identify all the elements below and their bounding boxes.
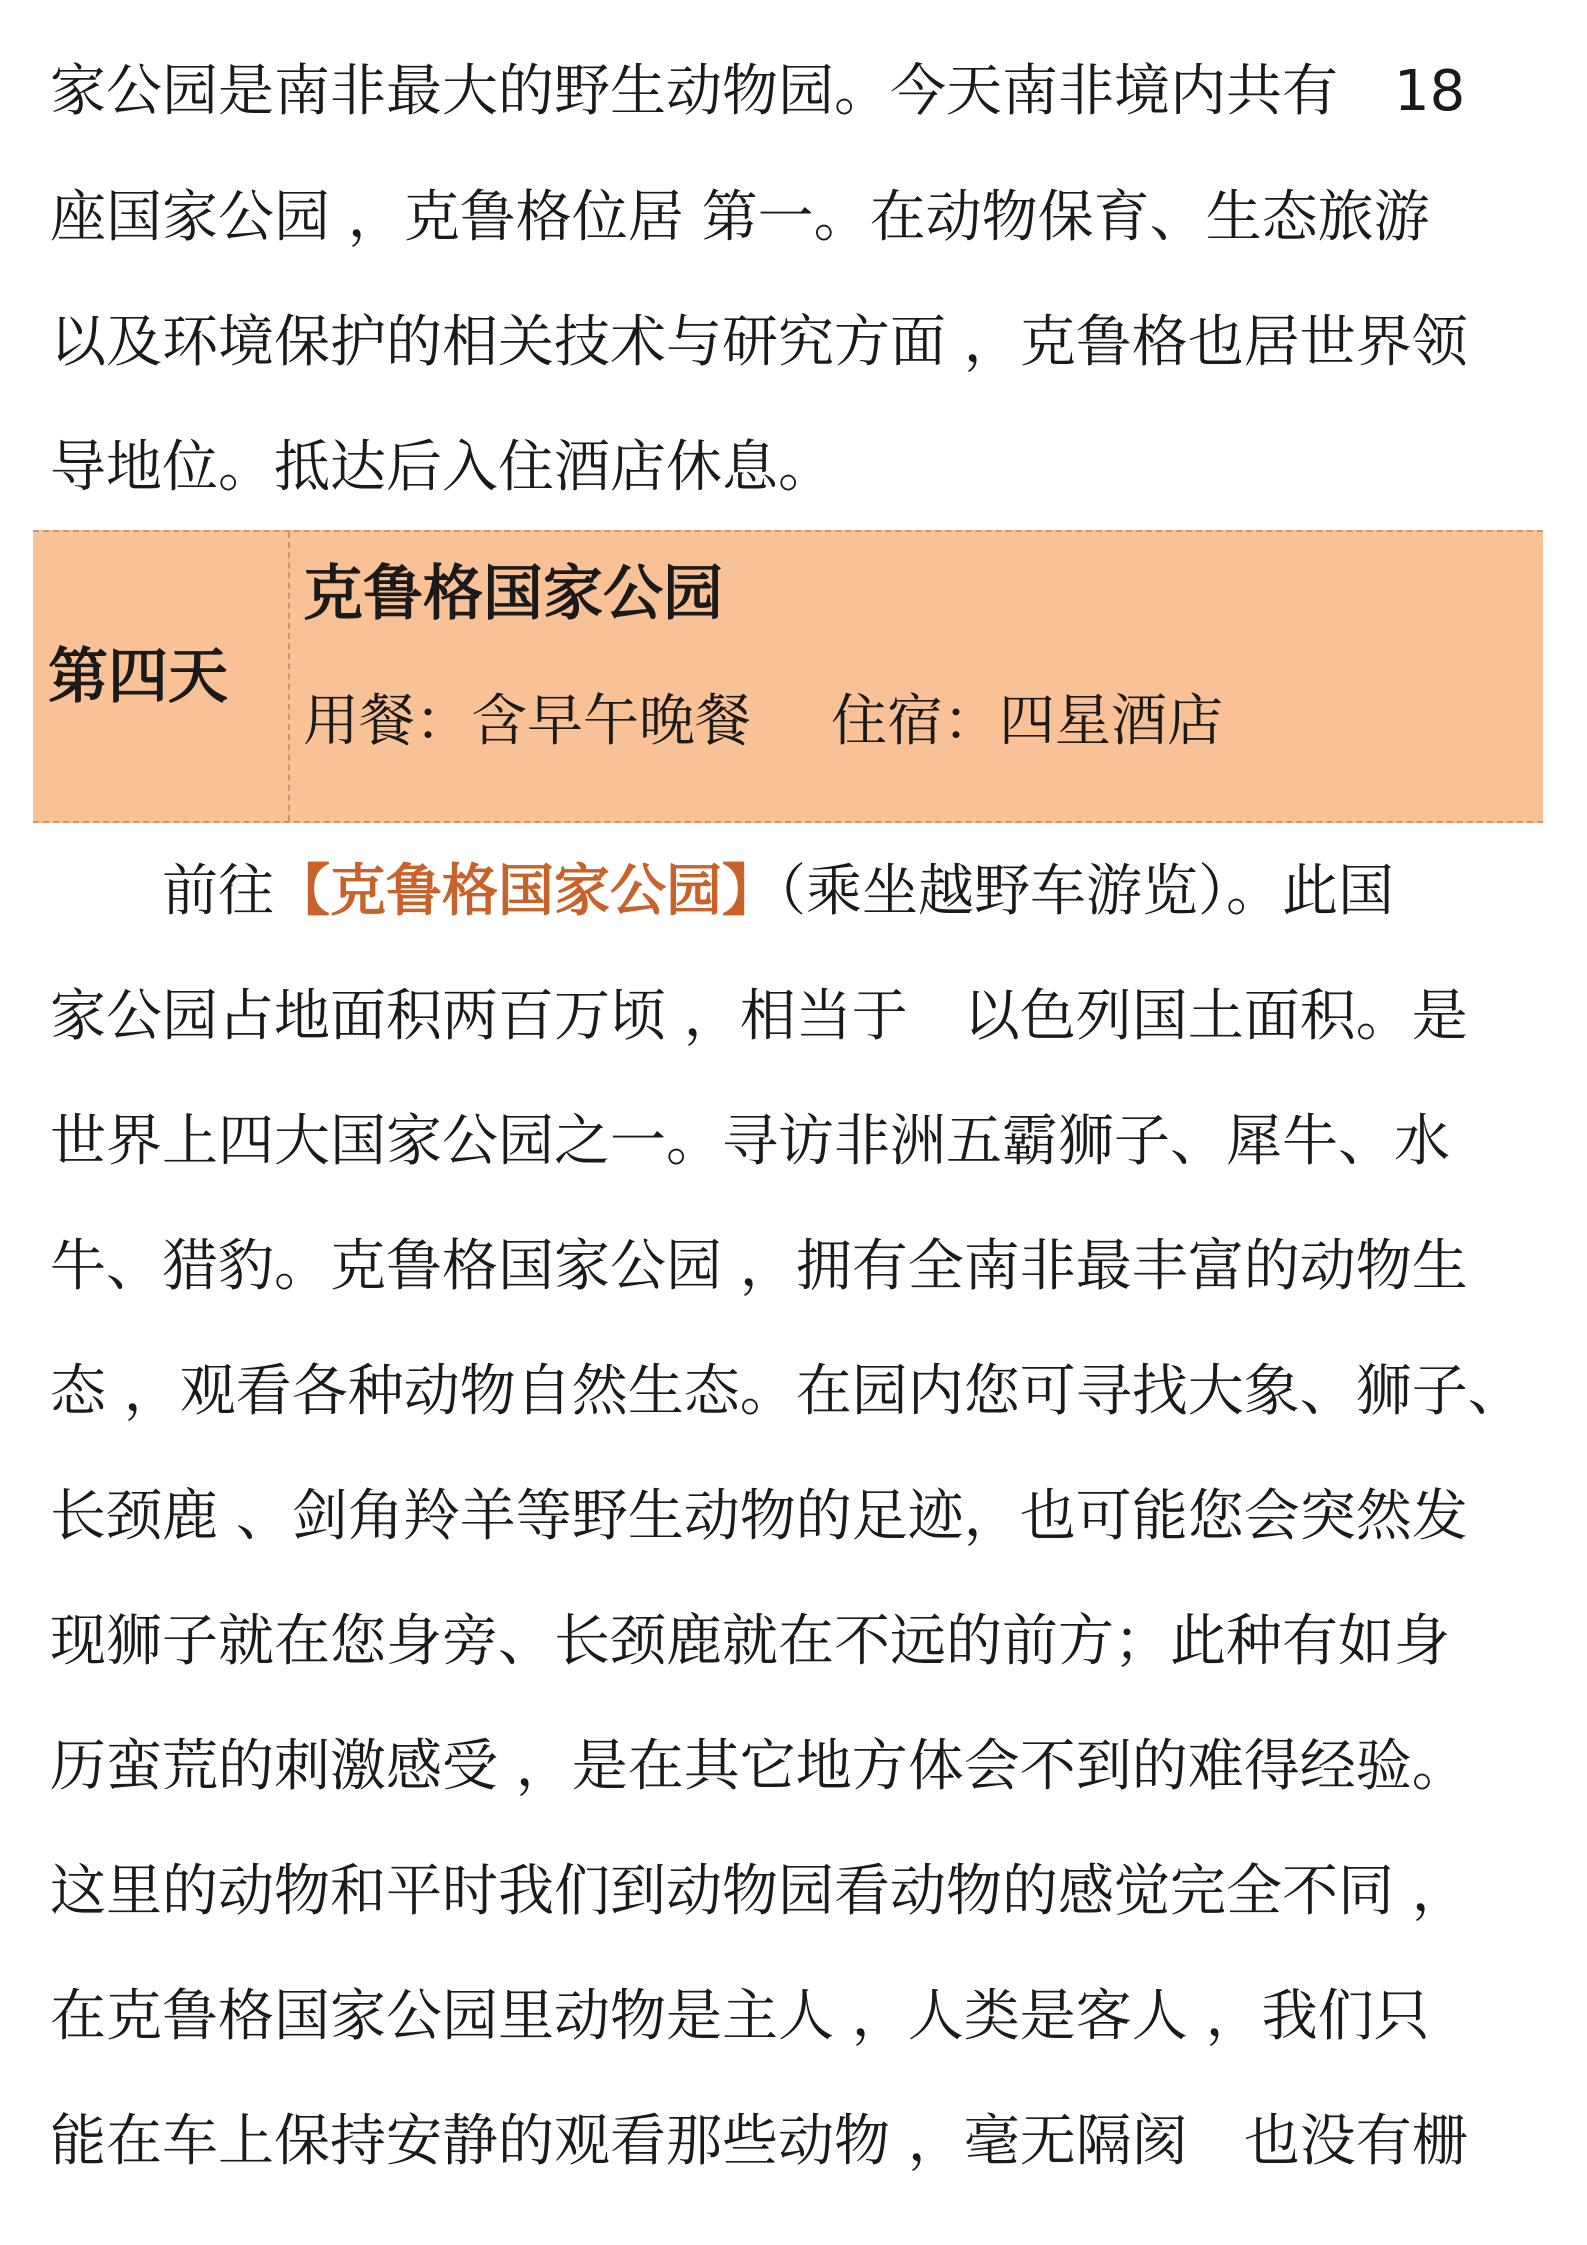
- para-lead-prefix: 前往: [162, 859, 274, 924]
- intro-line-3: 以及环境保护的相关技术与研究方面 ，克鲁格也居世界领: [50, 310, 1468, 375]
- para-lead-suffix: （乘坐越野车游览）。此国: [778, 859, 1394, 924]
- day-title: 克鲁格国家公园: [303, 559, 723, 629]
- para-line-7: 现狮子就在您身旁、长颈鹿就在不远的前方；此种有如身: [50, 1609, 1450, 1674]
- day-meals: 用餐：含早午晚餐: [303, 689, 751, 754]
- day-header-box: [33, 530, 1543, 823]
- para-line-6: 长颈鹿 、剑角羚羊等野生动物的足迹，也可能您会突然发: [50, 1484, 1468, 1549]
- para-line-3: 世界上四大国家公园之一。寻访非洲五霸狮子、犀牛、水: [50, 1109, 1450, 1174]
- intro-line-4: 导地位。抵达后入住酒店休息。: [50, 435, 834, 500]
- intro-line-1: 家公园是南非最大的野生动物园。今天南非境内共有 18: [50, 59, 1466, 124]
- day-meta: [303, 682, 1223, 762]
- para-line-5: 态 ，观看各种动物自然生态。在园内您可寻找大象、狮子、: [50, 1359, 1524, 1424]
- para-line-1: [50, 852, 1550, 932]
- day-header-divider: [288, 532, 290, 821]
- para-line-4: 牛、猎豹。克鲁格国家公园 ，拥有全南非最丰富的动物生: [50, 1234, 1468, 1299]
- para-line-11: 能在车上保持安静的观看那些动物 ，毫无隔阂 也没有栅: [50, 2109, 1468, 2174]
- para-line-8: 历蛮荒的刺激感受 ，是在其它地方体会不到的难得经验。: [50, 1734, 1468, 1799]
- day-label: 第四天: [48, 642, 228, 712]
- para-line-2: 家公园占地面积两百万顷 ，相当于 以色列国土面积。是: [50, 984, 1468, 1049]
- intro-line-2: 座国家公园 ，克鲁格位居 第一。在动物保育、生态旅游: [50, 185, 1430, 250]
- day-lodging: 住宿：四星酒店: [831, 689, 1223, 754]
- para-line-9: 这里的动物和平时我们到动物园看动物的感觉完全不同 ，: [50, 1859, 1468, 1924]
- para-highlight-park: 【克鲁格国家公园】: [274, 859, 778, 924]
- para-line-10: 在克鲁格国家公园里动物是主人 ，人类是客人 ，我们只: [50, 1984, 1430, 2049]
